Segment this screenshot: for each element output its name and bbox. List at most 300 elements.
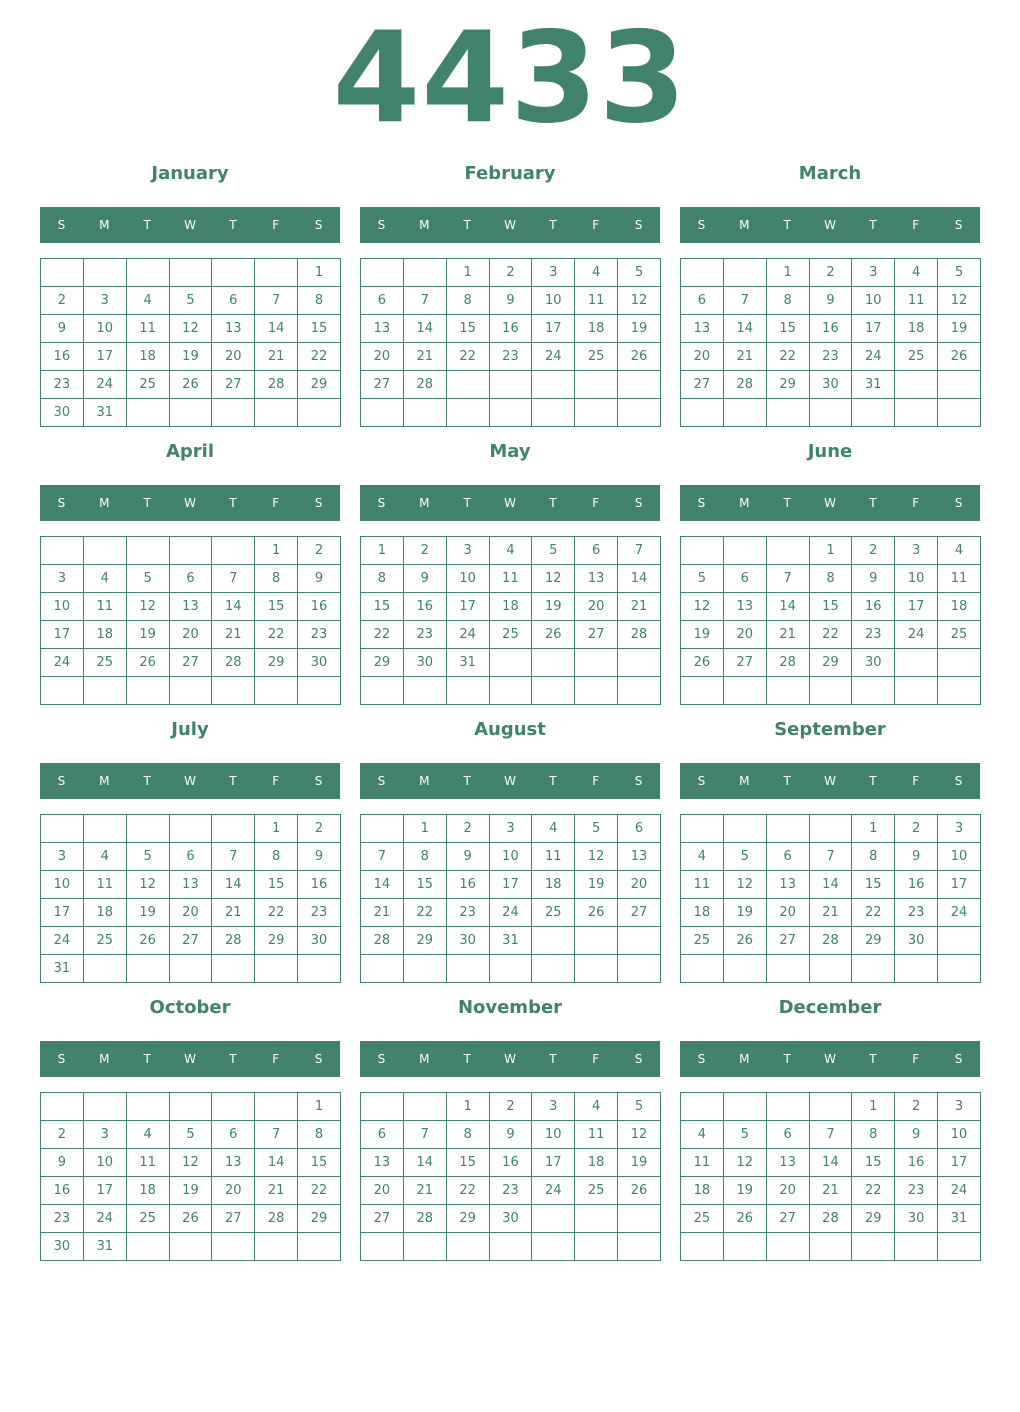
day-cell: 11 bbox=[575, 1121, 618, 1149]
day-cell: 8 bbox=[852, 843, 895, 871]
day-cell bbox=[809, 1233, 852, 1261]
day-cell: 29 bbox=[298, 371, 341, 399]
day-cell: 29 bbox=[255, 649, 298, 677]
day-cell: 22 bbox=[766, 343, 809, 371]
day-cell: 12 bbox=[938, 287, 981, 315]
day-cell: 25 bbox=[938, 621, 981, 649]
day-cell: 31 bbox=[446, 649, 489, 677]
day-cell: 16 bbox=[41, 343, 84, 371]
day-cell bbox=[852, 955, 895, 983]
day-cell bbox=[446, 371, 489, 399]
day-cell bbox=[532, 649, 575, 677]
day-cell: 25 bbox=[126, 1205, 169, 1233]
weekday-label: F bbox=[272, 218, 280, 232]
day-cell: 12 bbox=[723, 871, 766, 899]
week-row bbox=[41, 371, 341, 399]
day-cell: 8 bbox=[403, 843, 446, 871]
week-row bbox=[361, 371, 661, 399]
weekday-label: M bbox=[739, 1052, 750, 1066]
week-row bbox=[41, 1233, 341, 1261]
day-cell: 2 bbox=[809, 259, 852, 287]
day-cell bbox=[361, 815, 404, 843]
day-cell: 21 bbox=[766, 621, 809, 649]
day-cell: 5 bbox=[938, 259, 981, 287]
day-cell bbox=[681, 955, 724, 983]
day-cell: 30 bbox=[403, 649, 446, 677]
day-cell: 21 bbox=[809, 899, 852, 927]
day-grid bbox=[40, 258, 341, 427]
day-cell: 6 bbox=[212, 287, 255, 315]
day-cell bbox=[532, 927, 575, 955]
day-cell: 4 bbox=[681, 1121, 724, 1149]
day-cell: 18 bbox=[489, 593, 532, 621]
day-cell: 6 bbox=[723, 565, 766, 593]
day-cell: 5 bbox=[575, 815, 618, 843]
day-cell bbox=[361, 1233, 404, 1261]
day-cell: 28 bbox=[403, 371, 446, 399]
day-cell: 21 bbox=[212, 621, 255, 649]
day-cell bbox=[169, 537, 212, 565]
day-cell: 23 bbox=[895, 899, 938, 927]
day-cell bbox=[618, 927, 661, 955]
day-cell: 26 bbox=[723, 1205, 766, 1233]
day-cell bbox=[938, 399, 981, 427]
day-cell: 3 bbox=[852, 259, 895, 287]
week-row bbox=[361, 927, 661, 955]
day-cell: 12 bbox=[126, 871, 169, 899]
day-cell: 28 bbox=[403, 1205, 446, 1233]
day-cell: 15 bbox=[361, 593, 404, 621]
day-cell: 23 bbox=[489, 343, 532, 371]
day-cell: 11 bbox=[938, 565, 981, 593]
day-cell bbox=[126, 677, 169, 705]
day-cell bbox=[852, 1233, 895, 1261]
month-name: December bbox=[778, 997, 882, 1018]
weekday-label: S bbox=[697, 1052, 706, 1066]
week-row bbox=[41, 1093, 341, 1121]
weekday-label: M bbox=[419, 496, 430, 510]
day-cell: 25 bbox=[575, 343, 618, 371]
weekday-label: F bbox=[272, 496, 280, 510]
day-cell: 18 bbox=[126, 343, 169, 371]
day-cell: 22 bbox=[255, 621, 298, 649]
weekday-header bbox=[680, 1041, 980, 1077]
day-cell: 28 bbox=[212, 927, 255, 955]
day-cell bbox=[766, 815, 809, 843]
day-cell bbox=[618, 1205, 661, 1233]
day-cell bbox=[446, 399, 489, 427]
week-row bbox=[41, 955, 341, 983]
day-cell bbox=[83, 677, 126, 705]
day-cell: 11 bbox=[575, 287, 618, 315]
day-cell: 26 bbox=[938, 343, 981, 371]
day-cell: 14 bbox=[723, 315, 766, 343]
day-cell: 25 bbox=[126, 371, 169, 399]
weekday-label: T bbox=[143, 218, 151, 232]
month-name: April bbox=[165, 441, 215, 462]
day-cell: 8 bbox=[361, 565, 404, 593]
day-cell bbox=[723, 537, 766, 565]
week-row bbox=[361, 871, 661, 899]
day-cell: 20 bbox=[212, 1177, 255, 1205]
day-cell: 19 bbox=[681, 621, 724, 649]
day-cell: 8 bbox=[446, 1121, 489, 1149]
day-cell: 15 bbox=[255, 593, 298, 621]
day-cell: 13 bbox=[618, 843, 661, 871]
day-cell: 19 bbox=[126, 621, 169, 649]
day-cell: 10 bbox=[852, 287, 895, 315]
day-cell bbox=[575, 927, 618, 955]
weekday-label: S bbox=[314, 218, 323, 232]
weekday-header bbox=[40, 485, 340, 521]
day-cell bbox=[809, 955, 852, 983]
day-cell: 6 bbox=[681, 287, 724, 315]
day-cell: 23 bbox=[298, 621, 341, 649]
day-cell bbox=[212, 955, 255, 983]
day-cell: 11 bbox=[895, 287, 938, 315]
week-row bbox=[681, 677, 981, 705]
day-cell bbox=[212, 815, 255, 843]
month-name: November bbox=[457, 997, 563, 1018]
day-cell: 6 bbox=[575, 537, 618, 565]
day-cell: 5 bbox=[723, 1121, 766, 1149]
week-row bbox=[681, 371, 981, 399]
day-cell: 27 bbox=[575, 621, 618, 649]
month-name: July bbox=[171, 719, 209, 740]
day-cell: 7 bbox=[809, 1121, 852, 1149]
day-cell: 24 bbox=[895, 621, 938, 649]
weekday-label: S bbox=[634, 774, 643, 788]
day-cell: 21 bbox=[403, 343, 446, 371]
weekday-label: F bbox=[912, 774, 920, 788]
weekday-label: S bbox=[57, 1052, 66, 1066]
day-cell: 17 bbox=[532, 315, 575, 343]
day-cell: 26 bbox=[575, 899, 618, 927]
day-cell: 10 bbox=[895, 565, 938, 593]
day-cell: 14 bbox=[618, 565, 661, 593]
day-cell bbox=[766, 1233, 809, 1261]
day-cell: 2 bbox=[298, 537, 341, 565]
day-cell: 5 bbox=[126, 843, 169, 871]
week-row bbox=[41, 927, 341, 955]
day-cell: 19 bbox=[532, 593, 575, 621]
day-cell bbox=[575, 1205, 618, 1233]
day-cell: 2 bbox=[852, 537, 895, 565]
day-cell: 11 bbox=[83, 593, 126, 621]
day-cell bbox=[212, 259, 255, 287]
day-cell: 27 bbox=[169, 927, 212, 955]
day-cell: 6 bbox=[169, 843, 212, 871]
day-cell: 27 bbox=[766, 1205, 809, 1233]
day-cell: 9 bbox=[489, 1121, 532, 1149]
day-cell: 12 bbox=[575, 843, 618, 871]
day-cell: 29 bbox=[255, 927, 298, 955]
day-cell: 1 bbox=[852, 815, 895, 843]
day-cell bbox=[618, 955, 661, 983]
day-cell: 11 bbox=[681, 871, 724, 899]
day-cell: 19 bbox=[169, 1177, 212, 1205]
week-row bbox=[41, 565, 341, 593]
week-row bbox=[41, 343, 341, 371]
day-cell: 16 bbox=[809, 315, 852, 343]
day-cell: 19 bbox=[618, 1149, 661, 1177]
day-cell: 14 bbox=[255, 315, 298, 343]
day-cell: 24 bbox=[83, 371, 126, 399]
day-cell bbox=[532, 677, 575, 705]
day-cell: 13 bbox=[169, 593, 212, 621]
day-cell: 15 bbox=[298, 315, 341, 343]
day-cell: 29 bbox=[852, 1205, 895, 1233]
day-cell: 13 bbox=[361, 1149, 404, 1177]
week-row bbox=[681, 1233, 981, 1261]
day-cell bbox=[532, 1205, 575, 1233]
day-cell: 8 bbox=[298, 287, 341, 315]
day-cell: 16 bbox=[489, 1149, 532, 1177]
day-cell: 31 bbox=[83, 1233, 126, 1261]
weekday-label: T bbox=[229, 496, 237, 510]
day-cell: 26 bbox=[618, 1177, 661, 1205]
day-cell bbox=[83, 259, 126, 287]
weekday-header bbox=[680, 763, 980, 799]
day-cell: 19 bbox=[126, 899, 169, 927]
day-cell: 8 bbox=[255, 565, 298, 593]
weekday-label: S bbox=[697, 218, 706, 232]
day-cell bbox=[938, 677, 981, 705]
day-cell bbox=[766, 1093, 809, 1121]
day-cell bbox=[532, 399, 575, 427]
week-row bbox=[361, 593, 661, 621]
day-cell: 27 bbox=[618, 899, 661, 927]
day-cell bbox=[852, 399, 895, 427]
day-cell bbox=[809, 677, 852, 705]
day-cell bbox=[489, 677, 532, 705]
day-cell bbox=[895, 955, 938, 983]
week-row bbox=[361, 1177, 661, 1205]
week-row bbox=[41, 287, 341, 315]
day-cell: 21 bbox=[361, 899, 404, 927]
day-cell: 20 bbox=[575, 593, 618, 621]
day-cell: 27 bbox=[212, 1205, 255, 1233]
day-cell bbox=[361, 259, 404, 287]
day-cell bbox=[575, 677, 618, 705]
day-cell: 18 bbox=[126, 1177, 169, 1205]
day-cell: 7 bbox=[212, 843, 255, 871]
day-cell: 23 bbox=[852, 621, 895, 649]
day-cell bbox=[618, 677, 661, 705]
day-cell: 23 bbox=[298, 899, 341, 927]
day-cell bbox=[41, 815, 84, 843]
day-cell: 23 bbox=[403, 621, 446, 649]
day-cell: 30 bbox=[489, 1205, 532, 1233]
week-row bbox=[681, 565, 981, 593]
weekday-label: S bbox=[954, 496, 963, 510]
day-cell: 18 bbox=[895, 315, 938, 343]
day-cell: 28 bbox=[361, 927, 404, 955]
day-cell bbox=[361, 399, 404, 427]
weekday-label: F bbox=[592, 774, 600, 788]
day-cell: 29 bbox=[361, 649, 404, 677]
day-cell bbox=[403, 955, 446, 983]
day-cell: 12 bbox=[532, 565, 575, 593]
day-cell: 14 bbox=[255, 1149, 298, 1177]
day-cell: 23 bbox=[489, 1177, 532, 1205]
day-cell: 26 bbox=[532, 621, 575, 649]
day-cell: 26 bbox=[618, 343, 661, 371]
day-cell: 22 bbox=[361, 621, 404, 649]
day-cell bbox=[532, 371, 575, 399]
day-cell: 4 bbox=[126, 1121, 169, 1149]
day-cell: 15 bbox=[446, 1149, 489, 1177]
weekday-label: T bbox=[463, 1052, 471, 1066]
day-cell bbox=[83, 537, 126, 565]
weekday-label: W bbox=[184, 218, 196, 232]
day-cell: 5 bbox=[126, 565, 169, 593]
day-cell: 27 bbox=[681, 371, 724, 399]
weekday-label: T bbox=[549, 1052, 557, 1066]
weekday-label: S bbox=[954, 1052, 963, 1066]
day-cell bbox=[212, 1093, 255, 1121]
day-cell: 10 bbox=[532, 287, 575, 315]
day-cell bbox=[403, 1233, 446, 1261]
week-row bbox=[41, 259, 341, 287]
month-name: May bbox=[489, 441, 531, 462]
day-cell: 13 bbox=[212, 315, 255, 343]
month-name: October bbox=[149, 997, 231, 1018]
day-cell: 7 bbox=[618, 537, 661, 565]
day-cell: 15 bbox=[298, 1149, 341, 1177]
day-cell: 6 bbox=[766, 843, 809, 871]
day-cell: 13 bbox=[723, 593, 766, 621]
weekday-label: S bbox=[634, 218, 643, 232]
day-cell: 19 bbox=[169, 343, 212, 371]
day-cell bbox=[809, 1093, 852, 1121]
day-cell bbox=[361, 677, 404, 705]
weekday-label: W bbox=[184, 774, 196, 788]
day-cell: 29 bbox=[766, 371, 809, 399]
day-cell: 13 bbox=[681, 315, 724, 343]
day-cell bbox=[938, 371, 981, 399]
day-cell bbox=[83, 955, 126, 983]
weekday-label: W bbox=[504, 218, 516, 232]
year-title: 4433 bbox=[332, 4, 688, 151]
day-cell bbox=[852, 677, 895, 705]
day-cell bbox=[169, 259, 212, 287]
day-cell: 22 bbox=[852, 1177, 895, 1205]
day-cell bbox=[169, 677, 212, 705]
day-cell bbox=[41, 677, 84, 705]
day-cell: 9 bbox=[895, 1121, 938, 1149]
day-cell: 8 bbox=[255, 843, 298, 871]
week-row bbox=[41, 677, 341, 705]
day-cell: 1 bbox=[298, 259, 341, 287]
day-cell: 30 bbox=[895, 1205, 938, 1233]
day-cell: 21 bbox=[403, 1177, 446, 1205]
day-cell: 6 bbox=[361, 1121, 404, 1149]
day-cell: 29 bbox=[446, 1205, 489, 1233]
week-row bbox=[681, 399, 981, 427]
day-cell: 10 bbox=[41, 871, 84, 899]
weekday-label: T bbox=[463, 496, 471, 510]
day-cell: 21 bbox=[618, 593, 661, 621]
weekday-label: S bbox=[377, 218, 386, 232]
day-cell: 7 bbox=[403, 1121, 446, 1149]
day-cell bbox=[681, 815, 724, 843]
day-cell: 15 bbox=[766, 315, 809, 343]
weekday-label: T bbox=[229, 218, 237, 232]
weekday-label: T bbox=[869, 496, 877, 510]
day-cell: 6 bbox=[212, 1121, 255, 1149]
week-row bbox=[41, 649, 341, 677]
weekday-label: S bbox=[634, 496, 643, 510]
day-cell: 31 bbox=[41, 955, 84, 983]
day-cell bbox=[618, 649, 661, 677]
day-cell bbox=[126, 399, 169, 427]
day-cell bbox=[681, 1093, 724, 1121]
day-grid bbox=[40, 814, 341, 983]
week-row bbox=[361, 1121, 661, 1149]
day-cell: 3 bbox=[41, 843, 84, 871]
weekday-label: F bbox=[912, 496, 920, 510]
day-cell: 18 bbox=[681, 1177, 724, 1205]
day-grid bbox=[40, 1092, 341, 1261]
week-row bbox=[681, 621, 981, 649]
day-cell bbox=[403, 259, 446, 287]
day-cell: 17 bbox=[83, 1177, 126, 1205]
week-row bbox=[681, 1149, 981, 1177]
day-cell: 13 bbox=[212, 1149, 255, 1177]
day-cell bbox=[41, 537, 84, 565]
day-cell: 21 bbox=[809, 1177, 852, 1205]
day-grid bbox=[680, 1092, 981, 1261]
day-cell: 3 bbox=[938, 815, 981, 843]
day-cell: 8 bbox=[298, 1121, 341, 1149]
day-cell: 24 bbox=[489, 899, 532, 927]
week-row bbox=[361, 259, 661, 287]
day-cell: 14 bbox=[403, 1149, 446, 1177]
day-cell: 30 bbox=[41, 399, 84, 427]
day-cell bbox=[446, 955, 489, 983]
day-cell: 8 bbox=[766, 287, 809, 315]
day-grid bbox=[40, 536, 341, 705]
day-cell: 18 bbox=[575, 1149, 618, 1177]
day-cell bbox=[938, 649, 981, 677]
day-cell: 2 bbox=[895, 815, 938, 843]
day-cell: 9 bbox=[298, 565, 341, 593]
weekday-label: T bbox=[549, 496, 557, 510]
month-name: August bbox=[474, 719, 546, 740]
week-row bbox=[41, 871, 341, 899]
day-cell bbox=[809, 815, 852, 843]
day-cell: 24 bbox=[532, 343, 575, 371]
day-cell: 4 bbox=[895, 259, 938, 287]
day-cell: 24 bbox=[852, 343, 895, 371]
day-cell: 16 bbox=[298, 593, 341, 621]
day-cell: 3 bbox=[489, 815, 532, 843]
day-cell bbox=[809, 399, 852, 427]
week-row bbox=[41, 1121, 341, 1149]
day-cell: 30 bbox=[298, 927, 341, 955]
month-name: February bbox=[464, 163, 556, 184]
day-cell: 12 bbox=[126, 593, 169, 621]
day-cell bbox=[126, 259, 169, 287]
day-cell bbox=[575, 371, 618, 399]
day-cell bbox=[575, 1233, 618, 1261]
day-cell bbox=[83, 815, 126, 843]
week-row bbox=[41, 315, 341, 343]
day-cell bbox=[489, 371, 532, 399]
day-cell: 23 bbox=[446, 899, 489, 927]
day-cell bbox=[255, 1093, 298, 1121]
